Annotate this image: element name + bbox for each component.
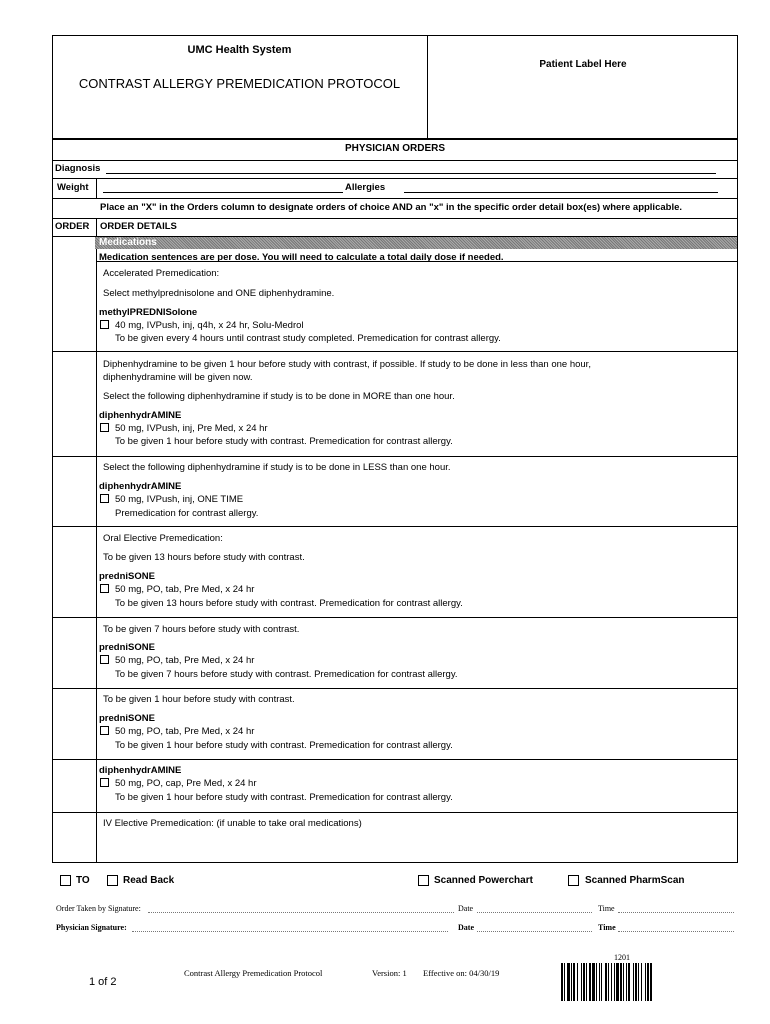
r2-line2: Select the following diphenhydramine if study is to be done in MORE than one hour.	[103, 391, 455, 402]
read-back-checkbox[interactable]	[107, 875, 118, 886]
r6-line1: To be given 1 hour before study with contrast.	[103, 694, 295, 705]
physician-time-field[interactable]	[618, 931, 734, 932]
r7-option: 50 mg, PO, cap, Pre Med, x 24 hr	[115, 778, 257, 789]
r1-drug: methylPREDNISolone	[99, 307, 198, 318]
physician-date-label: Date	[458, 923, 474, 932]
order-col-header: ORDER	[55, 221, 90, 232]
page-number: 1 of 2	[89, 976, 117, 988]
weight-label: Weight	[57, 182, 89, 193]
r7-drug: diphenhydrAMINE	[99, 765, 182, 776]
r2-line1: Diphenhydramine to be given 1 hour before study with contrast, if possible. If study to be done in less than one hour,	[103, 359, 591, 370]
r4-note: To be given 13 hours before study with contrast. Premedication for contrast allergy.	[115, 598, 463, 609]
barcode-number: 1201	[614, 953, 630, 962]
r6-option: 50 mg, PO, tab, Pre Med, x 24 hr	[115, 726, 255, 737]
r8-line1: IV Elective Premedication: (if unable to take oral medications)	[103, 818, 362, 829]
read-back-label: Read Back	[123, 875, 175, 886]
r5-line1: To be given 7 hours before study with contrast.	[103, 624, 300, 635]
med-note: Medication sentences are per dose. You will need to calculate a total daily dose if needed.	[99, 252, 504, 263]
header-divider	[427, 35, 428, 139]
r5-drug: predniSONE	[99, 642, 155, 653]
r3-checkbox[interactable]	[100, 494, 109, 503]
physician-orders-title: PHYSICIAN ORDERS	[344, 143, 445, 154]
r3-drug: diphenhydrAMINE	[99, 481, 182, 492]
allergies-field[interactable]	[404, 192, 718, 193]
barcode-image	[561, 963, 696, 1001]
to-checkbox[interactable]	[60, 875, 71, 886]
doc-name: Contrast Allergy Premedication Protocol	[184, 968, 323, 978]
order-date-field[interactable]	[477, 912, 592, 913]
r4-line1: Oral Elective Premedication:	[103, 533, 223, 544]
r3-note: Premedication for contrast allergy.	[115, 508, 259, 519]
r1-checkbox[interactable]	[100, 320, 109, 329]
doc-effective-date: Effective on: 04/30/19	[423, 968, 500, 978]
physician-time-label: Time	[598, 923, 616, 932]
r2-checkbox[interactable]	[100, 423, 109, 432]
r2-option: 50 mg, IVPush, inj, Pre Med, x 24 hr	[115, 423, 268, 434]
r2-drug: diphenhydrAMINE	[99, 410, 182, 421]
scanned-pharmscan-label: Scanned PharmScan	[585, 875, 685, 886]
r4-checkbox[interactable]	[100, 584, 109, 593]
r5-note: To be given 7 hours before study with contrast. Premedication for contrast allergy.	[115, 669, 458, 680]
patient-label: Patient Label Here	[539, 59, 627, 70]
doc-version: Version: 1	[372, 968, 407, 978]
org-name: UMC Health System	[187, 44, 292, 56]
r4-drug: predniSONE	[99, 571, 155, 582]
r7-note: To be given 1 hour before study with contrast. Premedication for contrast allergy.	[115, 792, 453, 803]
diagnosis-label: Diagnosis	[55, 163, 101, 174]
r3-option: 50 mg, IVPush, inj, ONE TIME	[115, 494, 244, 505]
physician-date-field[interactable]	[477, 931, 592, 932]
order-time-label: Time	[598, 904, 615, 913]
r4-option: 50 mg, PO, tab, Pre Med, x 24 hr	[115, 584, 255, 595]
r1-line1: Accelerated Premedication:	[103, 268, 220, 279]
to-label: TO	[76, 875, 90, 886]
r6-note: To be given 1 hour before study with contrast. Premedication for contrast allergy.	[115, 740, 453, 751]
r5-checkbox[interactable]	[100, 655, 109, 664]
form-title: CONTRAST ALLERGY PREMEDICATION PROTOCOL	[78, 76, 401, 91]
order-taken-label: Order Taken by Signature:	[56, 904, 141, 913]
allergies-label: Allergies	[345, 182, 386, 193]
r5-option: 50 mg, PO, tab, Pre Med, x 24 hr	[115, 655, 255, 666]
r4-line2: To be given 13 hours before study with contrast.	[103, 552, 305, 563]
r2-line1b: diphenhydramine will be given now.	[103, 372, 253, 383]
order-taken-signature-field[interactable]	[148, 912, 454, 913]
order-details-col-header: ORDER DETAILS	[100, 221, 177, 232]
diagnosis-field[interactable]	[106, 173, 716, 174]
physician-signature-label: Physician Signature:	[56, 923, 127, 932]
r1-option: 40 mg, IVPush, inj, q4h, x 24 hr, Solu-Medrol	[115, 320, 304, 331]
instruction-text: Place an "X" in the Orders column to designate orders of choice AND an "x" in the specific order detail box(es) where applicable.	[100, 202, 683, 213]
r1-line2: Select methylprednisolone and ONE diphenhydramine.	[103, 288, 335, 299]
r7-checkbox[interactable]	[100, 778, 109, 787]
scanned-pharmscan-checkbox[interactable]	[568, 875, 579, 886]
r2-note: To be given 1 hour before study with contrast. Premedication for contrast allergy.	[115, 436, 453, 447]
physician-signature-field[interactable]	[132, 931, 448, 932]
scanned-powerchart-label: Scanned Powerchart	[434, 875, 533, 886]
order-time-field[interactable]	[618, 912, 734, 913]
r3-line1: Select the following diphenhydramine if study is to be done in LESS than one hour.	[103, 462, 451, 473]
r6-checkbox[interactable]	[100, 726, 109, 735]
scanned-powerchart-checkbox[interactable]	[418, 875, 429, 886]
order-date-label: Date	[458, 904, 474, 913]
weight-field[interactable]	[103, 192, 343, 193]
medications-bar: Medications	[95, 237, 737, 249]
r6-drug: predniSONE	[99, 713, 155, 724]
r1-note: To be given every 4 hours until contrast study completed. Premedication for contrast allergy.	[115, 333, 501, 344]
